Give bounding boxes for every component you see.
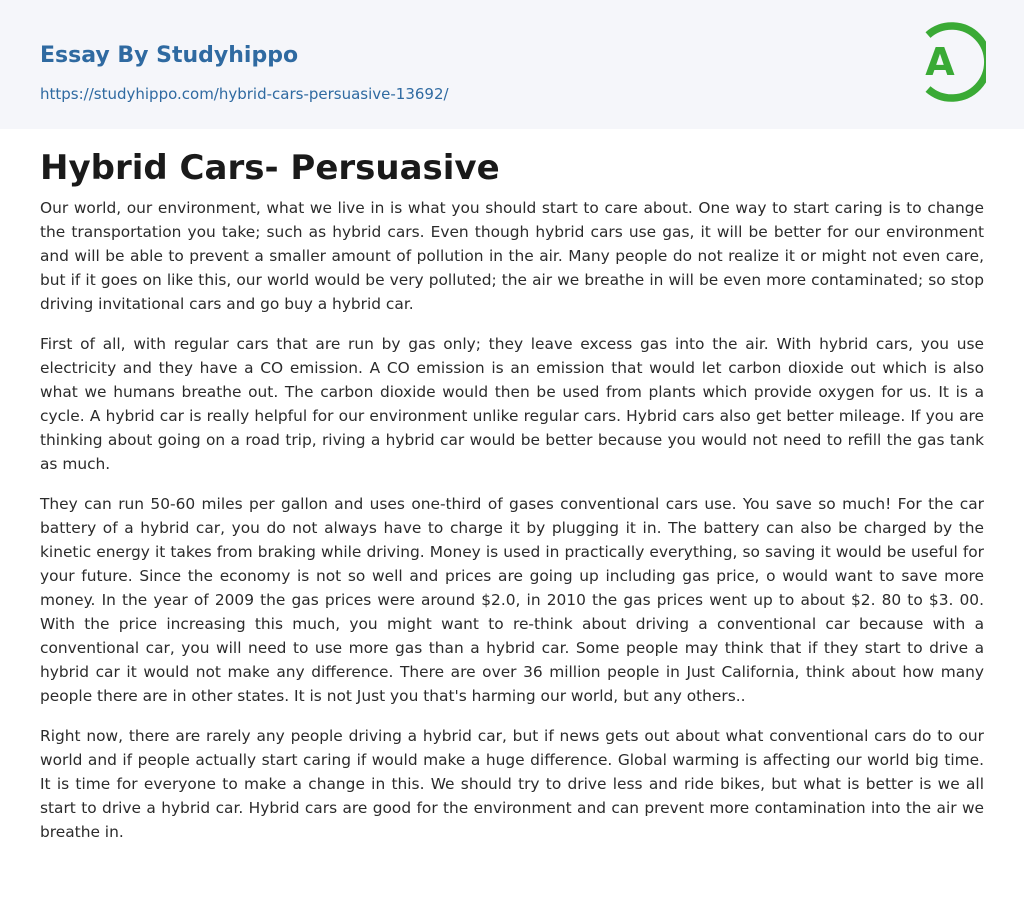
essay-title: Hybrid Cars- Persuasive xyxy=(40,148,500,188)
essay-paragraph: Our world, our environment, what we live in is what you should start to care about. One way to start caring is to change the transportation you take; such as hybrid cars. Even though hybrid cars use gas, it will be better for our environment and will be able to prevent a smaller amount of pollution in the air. Many people do not realize it or might not even care, but if it goes on like this, our world would be very polluted; the air we breathe in will be even more contaminated; so stop driving invitational cars and go buy a hybrid car. xyxy=(40,199,984,313)
site-header xyxy=(0,0,1024,129)
studyhippo-logo-icon[interactable] xyxy=(912,19,986,105)
essay-paragraph: First of all, with regular cars that are run by gas only; they leave excess gas into the air. With hybrid cars, you use electricity and they have a CO emission. A CO emission is an emission that would let carbon dioxide out which is also what we humans breathe out. The carbon dioxide would then be used from plants which provide oxygen for us. It is a cycle. A hybrid car is really helpful for our environment unlike regular cars. Hybrid cars also get better mileage. If you are thinking about going on a road trip, riving a hybrid car would be better because you would not need to refill the gas tank as much. xyxy=(40,335,984,473)
page-url-link[interactable]: https://studyhippo.com/hybrid-cars-persuasive-13692/ xyxy=(40,85,449,103)
essay-content xyxy=(40,146,984,844)
site-brand[interactable]: Essay By Studyhippo xyxy=(40,43,299,68)
essay-paragraph: Right now, there are rarely any people driving a hybrid car, but if news gets out about what conventional cars do to our world and if people actually start caring if would make a huge difference. Global warming is affecting our world big time. It is time for everyone to make a change in this. We should try to drive less and ride bikes, but what is better is we all start to drive a hybrid car. Hybrid cars are good for the environment and can prevent more contamination into the air we breathe in. xyxy=(40,727,984,841)
essay-paragraph: They can run 50-60 miles per gallon and uses one-third of gases conventional cars use. You save so much! For the car battery of a hybrid car, you do not always have to charge it by plugging it in. The battery can also be charged by the kinetic energy it takes from braking while driving. Money is used in practically everything, so saving it would be useful for your future. Since the economy is not so well and prices are going up including gas price, o would want to save more money. In the year of 2009 the gas prices were around $2.0, in 2010 the gas prices went up to about $2. 80 to $3. 00. With the price increasing this much, you might want to re-think about driving a conventional car because with a conventional car, you will need to use more gas than a hybrid car. Some people may think that if they start to drive a hybrid car it would not make any difference. There are over 36 million people in Just California, think about how many people there are in other states. It is not Just you that's harming our world, but any others.. xyxy=(40,495,984,705)
logo-letter: A xyxy=(925,40,955,84)
